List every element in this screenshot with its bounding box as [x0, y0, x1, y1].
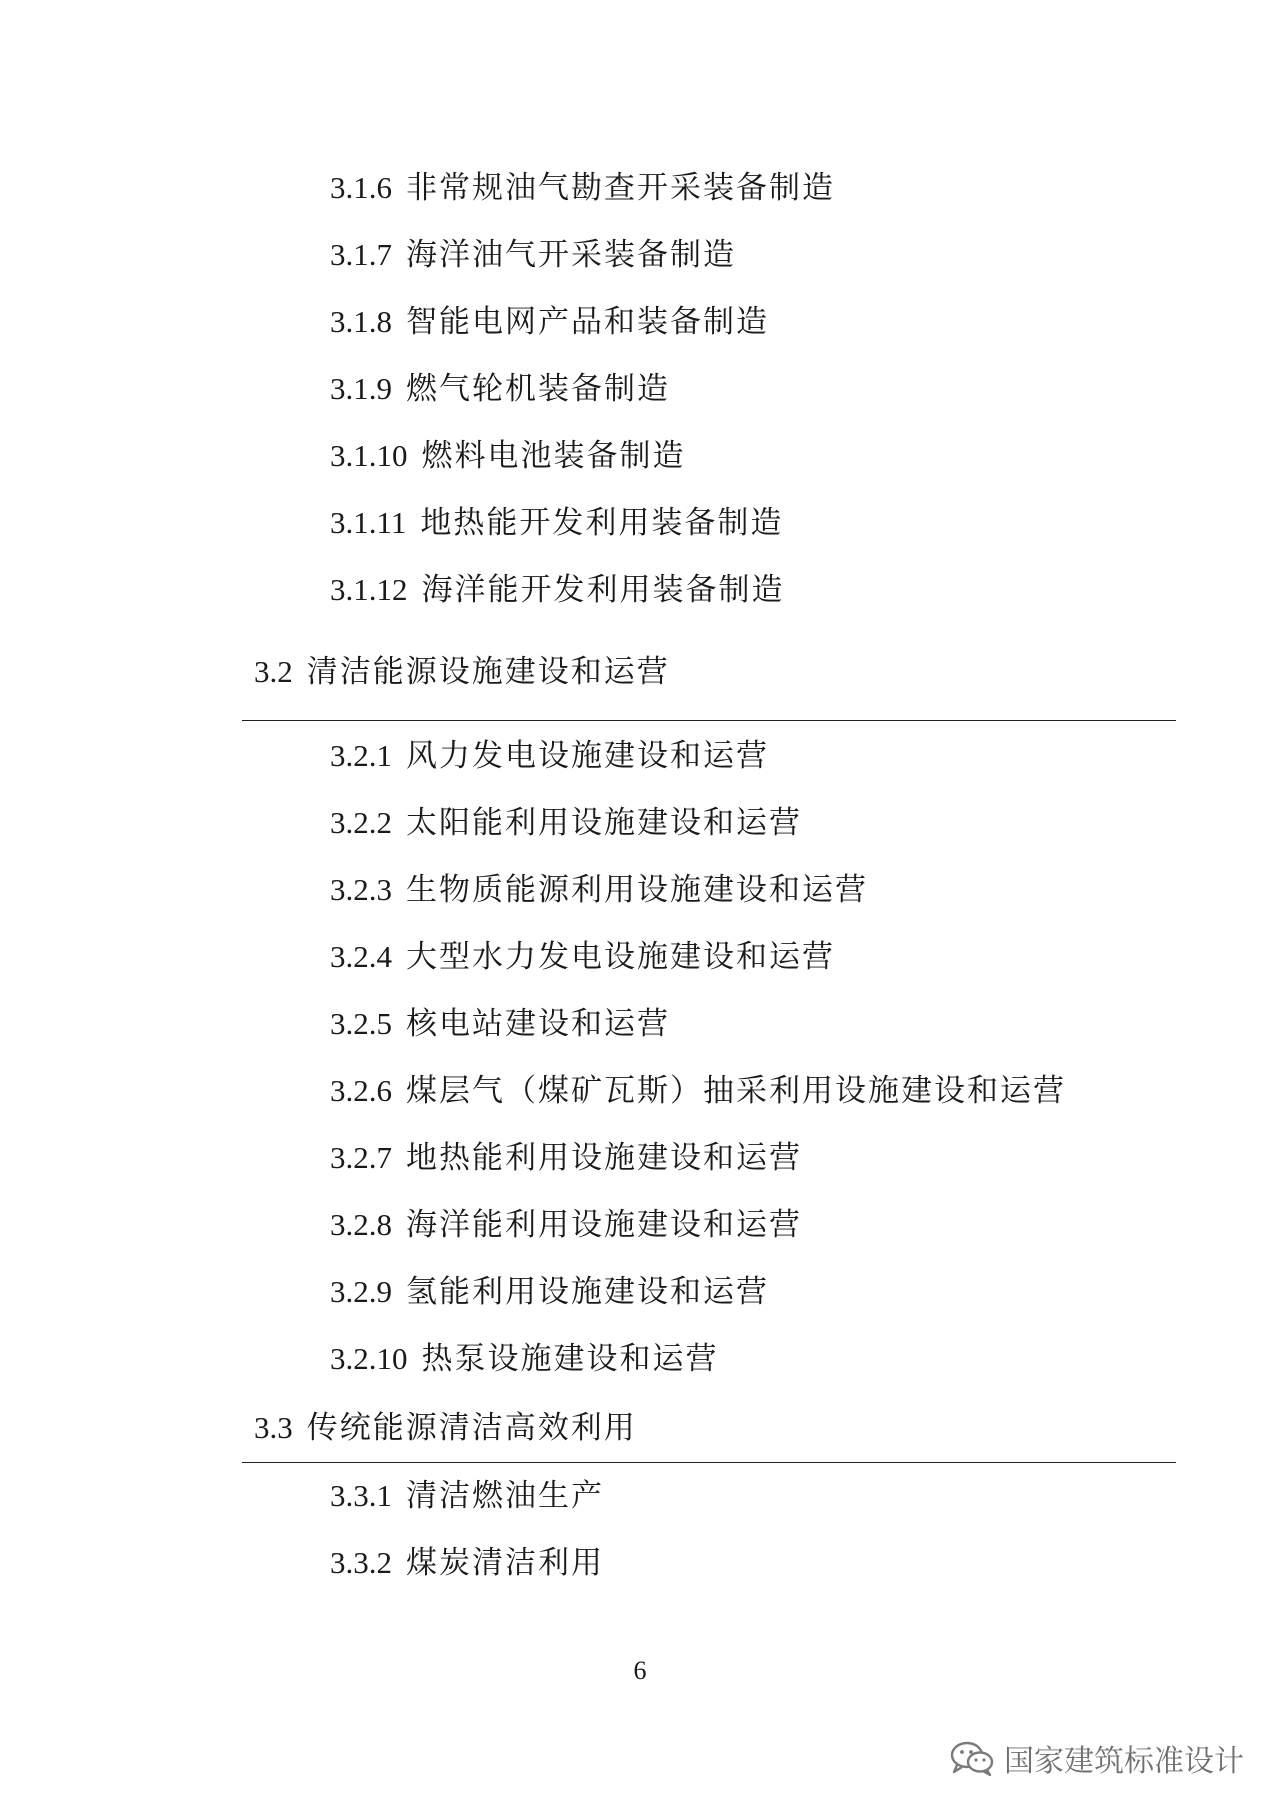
section-divider: [242, 1462, 1176, 1463]
list-item: 3.1.6 非常规油气勘查开采装备制造: [330, 170, 835, 206]
list-item: 3.1.9 燃气轮机装备制造: [330, 371, 670, 407]
list-item: 3.2.7 地热能利用设施建设和运营: [330, 1140, 802, 1176]
list-item: 3.1.10 燃料电池装备制造: [330, 438, 686, 474]
list-item: 3.2.4 大型水力发电设施建设和运营: [330, 939, 835, 975]
list-item: 3.2.6 煤层气（煤矿瓦斯）抽采利用设施建设和运营: [330, 1073, 1066, 1109]
section-heading-3-3: 3.3 传统能源清洁高效利用: [254, 1410, 637, 1446]
list-item: 3.1.7 海洋油气开采装备制造: [330, 237, 736, 273]
section-heading-3-2: 3.2 清洁能源设施建设和运营: [254, 654, 670, 690]
list-item: 3.1.11 地热能开发利用装备制造: [330, 505, 784, 541]
list-item: 3.2.5 核电站建设和运营: [330, 1006, 670, 1042]
list-item: 3.1.12 海洋能开发利用装备制造: [330, 572, 785, 608]
watermark: [948, 1736, 1244, 1780]
list-item: 3.2.1 风力发电设施建设和运营: [330, 738, 769, 774]
page-number: 6: [633, 1656, 647, 1685]
watermark-text: 国家建筑标准设计: [1004, 1744, 1244, 1779]
list-item: 3.2.2 太阳能利用设施建设和运营: [330, 805, 802, 841]
list-item: 3.1.8 智能电网产品和装备制造: [330, 304, 769, 340]
list-item: 3.2.9 氢能利用设施建设和运营: [330, 1274, 769, 1310]
list-item: 3.2.8 海洋能利用设施建设和运营: [330, 1207, 802, 1243]
section-divider: [242, 720, 1176, 721]
wechat-icon: [948, 1738, 996, 1778]
list-item: 3.2.10 热泵设施建设和运营: [330, 1341, 719, 1377]
list-item: 3.3.2 煤炭清洁利用: [330, 1545, 604, 1581]
list-item: 3.3.1 清洁燃油生产: [330, 1478, 604, 1514]
list-item: 3.2.3 生物质能源利用设施建设和运营: [330, 872, 868, 908]
